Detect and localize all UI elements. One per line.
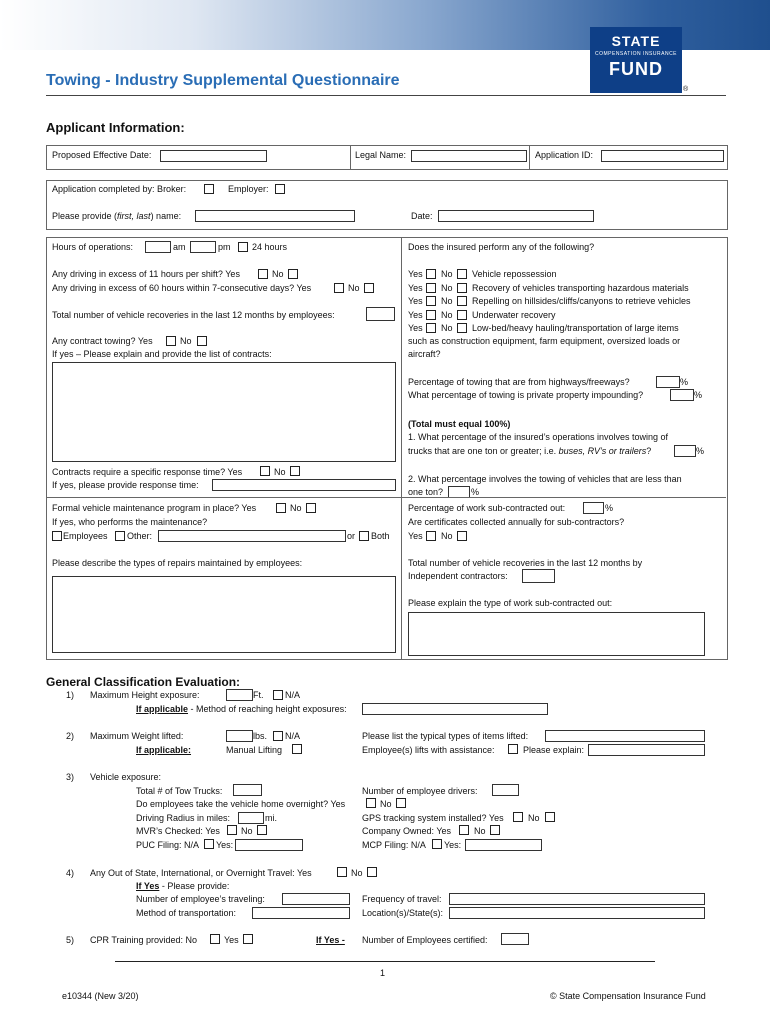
driving-11-yes[interactable] (258, 269, 268, 279)
yes-label: Yes (408, 323, 423, 333)
response-time-field[interactable] (212, 479, 396, 491)
or-label: or (347, 531, 356, 541)
application-id-field[interactable] (601, 150, 724, 162)
company-owned-label: Company Owned: Yes (362, 826, 452, 836)
take-home-no[interactable] (396, 798, 406, 808)
method-transport-label: Method of transportation: (136, 908, 237, 918)
if-yes-response-label: If yes, please provide response time: (52, 480, 199, 490)
method-height-text: - Method of reaching height exposures: (188, 704, 347, 714)
no-label: No (441, 296, 453, 306)
freq-travel-label: Frequency of travel: (362, 894, 442, 904)
max-weight-field[interactable] (226, 730, 253, 742)
yes-label: Yes (408, 310, 423, 320)
response-no[interactable] (290, 466, 300, 476)
registered-mark: ® (683, 86, 689, 93)
puc-field[interactable] (235, 839, 303, 851)
employees-label: Employees (63, 531, 108, 541)
total-tow-label: Total # of Tow Trucks: (136, 786, 223, 796)
q3-number: 3) (66, 772, 75, 782)
underwater-no[interactable] (457, 310, 467, 320)
yes-label: Yes (224, 935, 239, 945)
left-separator (46, 497, 401, 498)
cpr-label: CPR Training provided: No (90, 935, 198, 945)
locations-field[interactable] (449, 907, 705, 919)
no-label: No (441, 310, 453, 320)
mvr-label: MVR’s Checked: Yes (136, 826, 220, 836)
mcp-yes-label: Yes: (444, 840, 462, 850)
driving-radius-label: Driving Radius in miles: (136, 813, 231, 823)
driving-60-label: Any driving in excess of 60 hours within 7-consecutive days? Yes (52, 283, 312, 293)
yes-label: Yes (408, 296, 423, 306)
height-na-checkbox[interactable] (273, 690, 283, 700)
take-home-yes[interactable] (366, 798, 376, 808)
gps-yes[interactable] (513, 812, 523, 822)
pct-highways-label: Percentage of towing that are from highways/freeways? (408, 377, 630, 387)
other-label: Other: (127, 531, 153, 541)
if-yes-travel (136, 881, 229, 892)
no-label: No (441, 283, 453, 293)
num-certified-field[interactable] (501, 933, 529, 945)
hours24-label: 24 hours (252, 242, 288, 252)
gps-no[interactable] (545, 812, 555, 822)
num-traveling-field[interactable] (282, 893, 350, 905)
maintenance-yes[interactable] (276, 503, 286, 513)
who-performs-label: If yes, who performs the maintenance? (52, 517, 208, 527)
pct-private-label: What percentage of towing is private property impounding? (408, 390, 644, 400)
no-label: No (528, 813, 540, 823)
max-height-label: Maximum Height exposure: (90, 690, 200, 700)
pct-sign: % (694, 390, 703, 400)
activities-cont2: aircraft? (408, 349, 441, 359)
driving-radius-field[interactable] (238, 812, 264, 824)
manual-lifting-label: Manual Lifting (226, 745, 283, 755)
no-label: No (441, 269, 453, 279)
legal-name-label: Legal Name: (355, 150, 407, 160)
activities-cont1: such as construction equipment, farm equipment, oversized loads or (408, 336, 681, 346)
cpr-yes[interactable] (243, 934, 253, 944)
q1-line2 (408, 446, 651, 457)
proposed-date-label: Proposed Effective Date: (52, 150, 152, 160)
hazmat-no[interactable] (457, 283, 467, 293)
hours-label: Hours of operations: (52, 242, 134, 252)
scif-logo (590, 27, 682, 93)
if-yes-cpr: If Yes - (316, 935, 345, 945)
logo-compensation: COMPENSATION INSURANCE (594, 51, 678, 57)
typical-items-field[interactable] (545, 730, 705, 742)
total-independent2: Independent contractors: (408, 571, 508, 581)
other-checkbox[interactable] (115, 531, 125, 541)
both-label: Both (371, 531, 390, 541)
pm-label: pm (218, 242, 231, 252)
certificates-label: Are certificates collected annually for sub-contractors? (408, 517, 625, 527)
formal-maintenance-label: Formal vehicle maintenance program in place? Yes (52, 503, 257, 513)
freq-travel-field[interactable] (449, 893, 705, 905)
employees-checkbox[interactable] (52, 531, 62, 541)
contract-towing-label: Any contract towing? Yes (52, 336, 153, 346)
driving-11-no[interactable] (288, 269, 298, 279)
contracts-textarea[interactable] (52, 362, 396, 462)
contract-towing-no[interactable] (197, 336, 207, 346)
method-transport-field[interactable] (252, 907, 350, 919)
contracts-response-label: Contracts require a specific response time? Yes (52, 467, 243, 477)
lifts-explain-field[interactable] (588, 744, 705, 756)
q1-italic-text: buses, RV’s or trailers (558, 446, 647, 456)
hazmat-yes[interactable] (426, 283, 436, 293)
employer-label: Employer: (228, 184, 269, 194)
does-insured-label: Does the insured perform any of the following? (408, 242, 595, 252)
yes-label: Yes (408, 283, 423, 293)
heavy-hauling-yes[interactable] (426, 323, 436, 333)
lbs-label: lbs. (253, 731, 268, 741)
no-label: No (290, 503, 302, 513)
proposed-date-field[interactable] (160, 150, 267, 162)
pct-highways-field[interactable] (656, 376, 680, 388)
general-heading: General Classification Evaluation: (46, 675, 241, 689)
lifts-assist-label: Employee(s) lifts with assistance: (362, 745, 495, 755)
please-provide-text: - Please provide: (159, 881, 230, 891)
total-must-label: (Total must equal 100%) (408, 419, 511, 429)
copyright: © State Compensation Insurance Fund (550, 991, 706, 1001)
take-home-label: Do employees take the vehicle home overnight? Yes (136, 799, 346, 809)
other-field[interactable] (158, 530, 346, 542)
provide-prefix: Please provide ( (52, 211, 118, 221)
no-label: No (380, 799, 392, 809)
no-label: No (180, 336, 192, 346)
yes-label: Yes (408, 269, 423, 279)
if-applicable-height (136, 704, 347, 715)
yes-label: Yes (408, 531, 423, 541)
weight-na-checkbox[interactable] (273, 731, 283, 741)
no-label: No (441, 323, 453, 333)
driving-60-yes[interactable] (334, 283, 344, 293)
repossession-yes[interactable] (426, 269, 436, 279)
heavy-hauling-no[interactable] (457, 323, 467, 333)
no-label: No (351, 868, 363, 878)
q1-line2-text: trucks that are one ton or greater; i.e. (408, 446, 559, 456)
repelling-no[interactable] (457, 296, 467, 306)
applicant-heading: Applicant Information: (46, 120, 185, 135)
pct-sign: % (680, 377, 689, 387)
response-yes[interactable] (260, 466, 270, 476)
am-label: am (173, 242, 186, 252)
num-drivers-field[interactable] (492, 784, 519, 796)
application-id-label: Application ID: (535, 150, 594, 160)
locations-label: Location(s)/State(s): (362, 908, 444, 918)
gps-label: GPS tracking system installed? Yes (362, 813, 504, 823)
page-title: Towing - Industry Supplemental Questionnaire (46, 72, 400, 89)
employer-checkbox[interactable] (275, 184, 285, 194)
no-label: No (348, 283, 360, 293)
no-label: No (272, 269, 284, 279)
cpr-no[interactable] (210, 934, 220, 944)
mcp-field[interactable] (465, 839, 542, 851)
q2-number: 2) (66, 731, 75, 741)
logo-fund: FUND (609, 59, 663, 79)
mi-label: mi. (265, 813, 277, 823)
repelling-yes[interactable] (426, 296, 436, 306)
provider-name-field[interactable] (195, 210, 355, 222)
activity-repossession: Vehicle repossession (472, 269, 557, 279)
right-separator (401, 497, 726, 498)
no-label: No (274, 467, 286, 477)
typical-items-label: Please list the typical types of items lifted: (362, 731, 529, 741)
q2-line1: 2. What percentage involves the towing of vehicles that are less than (408, 474, 682, 484)
no-label: No (474, 826, 486, 836)
driving-11-label: Any driving in excess of 11 hours per shift? Yes (52, 269, 240, 279)
total-recoveries-label: Total number of vehicle recoveries in the last 12 months by employees: (52, 310, 335, 320)
first-last-text: first, last (117, 211, 151, 221)
provide-suffix: ) name: (150, 211, 182, 221)
activity-hazmat: Recovery of vehicles transporting hazardous materials (472, 283, 689, 293)
footer-rule (115, 961, 655, 962)
maintenance-no[interactable] (306, 503, 316, 513)
divider (350, 145, 351, 169)
subcontracted-pct-field[interactable] (583, 502, 604, 514)
hours24-checkbox[interactable] (238, 242, 248, 252)
page-number: 1 (380, 968, 386, 978)
if-yes-contracts-label: If yes – Please explain and provide the list of contracts: (52, 349, 272, 359)
certificates-no[interactable] (457, 531, 467, 541)
max-weight-label: Maximum Weight lifted: (90, 731, 184, 741)
q2-line2: one ton? (408, 487, 444, 497)
activity-underwater: Underwater recovery (472, 310, 556, 320)
na-label: N/A (285, 690, 301, 700)
if-yes-text: If Yes (136, 881, 160, 891)
q1-end: ? (646, 446, 652, 456)
hours-am-field[interactable] (145, 241, 171, 253)
vehicle-exposure-label: Vehicle exposure: (90, 772, 162, 782)
provide-name-label (52, 211, 181, 222)
q4-number: 4) (66, 868, 75, 878)
column-divider (401, 237, 402, 659)
max-height-field[interactable] (226, 689, 253, 701)
pct-sign: % (605, 503, 614, 513)
form-id: e10344 (New 3/20) (62, 991, 139, 1001)
total-tow-field[interactable] (233, 784, 262, 796)
broker-checkbox[interactable] (204, 184, 214, 194)
pct-private-field[interactable] (670, 389, 694, 401)
divider (529, 145, 530, 169)
logo-state: STATE (611, 33, 661, 49)
activity-repelling: Repelling on hillsides/cliffs/canyons to retrieve vehicles (472, 296, 691, 306)
pct-sign: % (471, 487, 480, 497)
date-field[interactable] (438, 210, 594, 222)
explain-sub-label: Please explain the type of work sub-contracted out: (408, 598, 613, 608)
lifts-assist-checkbox[interactable] (508, 744, 518, 754)
company-owned-no[interactable] (490, 825, 500, 835)
title-rule (46, 95, 726, 96)
total-independent1: Total number of vehicle recoveries in the last 12 months by (408, 558, 643, 568)
hours-pm-field[interactable] (190, 241, 216, 253)
company-owned-yes[interactable] (459, 825, 469, 835)
num-drivers-label: Number of employee drivers: (362, 786, 478, 796)
na-label: N/A (285, 731, 301, 741)
total-recoveries-field[interactable] (366, 307, 395, 321)
completed-by-label: Application completed by: Broker: (52, 184, 187, 194)
puc-na-checkbox[interactable] (204, 839, 214, 849)
travel-yes[interactable] (337, 867, 347, 877)
mcp-label: MCP Filing: N/A (362, 840, 426, 850)
please-explain-label: Please explain: (523, 745, 585, 755)
if-applicable-text: If applicable (136, 704, 189, 714)
mvr-no[interactable] (257, 825, 267, 835)
certificates-yes[interactable] (426, 531, 436, 541)
q5-number: 5) (66, 935, 75, 945)
out-of-state-label: Any Out of State, International, or Overnight Travel: Yes (90, 868, 312, 878)
date-label: Date: (411, 211, 433, 221)
q1-pct-field[interactable] (674, 445, 696, 457)
no-label: No (241, 826, 253, 836)
repairs-textarea[interactable] (52, 576, 396, 653)
legal-name-field[interactable] (411, 150, 527, 162)
subcontracted-pct-label: Percentage of work sub-contracted out: (408, 503, 566, 513)
manual-lifting-checkbox[interactable] (292, 744, 302, 754)
travel-no[interactable] (367, 867, 377, 877)
num-traveling-label: Number of employee’s traveling: (136, 894, 265, 904)
no-label: No (441, 531, 453, 541)
repossession-no[interactable] (457, 269, 467, 279)
subcontract-textarea[interactable] (408, 612, 705, 656)
driving-60-no[interactable] (364, 283, 374, 293)
num-certified-label: Number of Employees certified: (362, 935, 488, 945)
both-checkbox[interactable] (359, 531, 369, 541)
q1-line1: 1. What percentage of the insured’s operations involves towing of (408, 432, 668, 442)
method-height-field[interactable] (362, 703, 548, 715)
describe-repairs-label: Please describe the types of repairs maintained by employees: (52, 558, 303, 568)
activity-heavy-hauling: Low-bed/heavy hauling/transportation of large items (472, 323, 679, 333)
q1-number: 1) (66, 690, 75, 700)
ft-label: Ft. (253, 690, 264, 700)
contract-towing-yes[interactable] (166, 336, 176, 346)
independent-count-field[interactable] (522, 569, 555, 583)
underwater-yes[interactable] (426, 310, 436, 320)
mcp-na-checkbox[interactable] (432, 839, 442, 849)
if-applicable-weight: If applicable: (136, 745, 192, 755)
puc-yes-label: Yes: (216, 840, 234, 850)
pct-sign: % (696, 446, 705, 456)
puc-label: PUC Filing: N/A (136, 840, 200, 850)
mvr-yes[interactable] (227, 825, 237, 835)
